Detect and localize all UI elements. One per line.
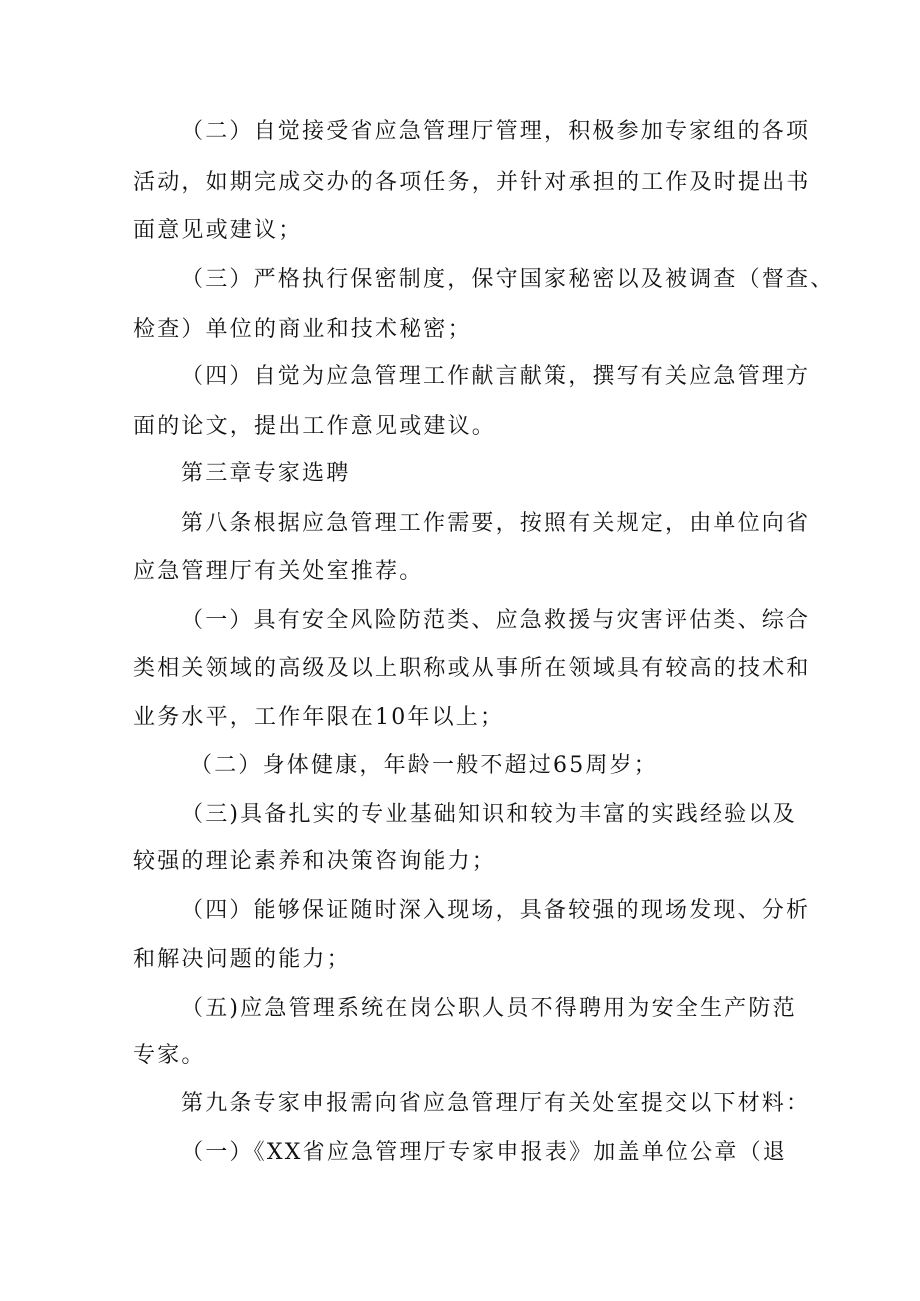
requirement-5-line-1: （五)应急管理系统在岗公职人员不得聘用为安全生产防范 bbox=[181, 996, 797, 1021]
chapter-3-heading: 第三章专家选聘 bbox=[181, 461, 351, 486]
clause-2-line-3: 面意见或建议； bbox=[133, 218, 303, 243]
requirement-1-line-1: （一）具有安全风险防范类、应急救援与灾害评估类、综合 bbox=[181, 608, 811, 633]
requirement-1-line-2: 类相关领域的高级及以上职称或从事所在领域具有较高的技术和 bbox=[133, 656, 811, 681]
requirement-3-line-1: （三)具备扎实的专业基础知识和较为丰富的实践经验以及 bbox=[181, 802, 797, 827]
requirement-2: （二）身体健康，年龄一般不超过65周岁； bbox=[190, 753, 658, 778]
requirement-3-line-2: 较强的理论素养和决策咨询能力； bbox=[133, 849, 497, 874]
requirement-5-line-2: 专家。 bbox=[133, 1043, 206, 1068]
requirement-4-line-1: （四）能够保证随时深入现场，具备较强的现场发现、分析 bbox=[181, 898, 811, 923]
clause-3-line-2: 检查）单位的商业和技术秘密； bbox=[133, 317, 472, 342]
article-9-line-1: 第九条专家申报需向省应急管理厅有关处室提交以下材料： bbox=[181, 1091, 811, 1116]
clause-4-line-2: 面的论文，提出工作意见或建议。 bbox=[133, 414, 497, 439]
article-8-line-2: 应急管理厅有关处室推荐。 bbox=[133, 559, 424, 584]
requirement-1-line-3: 业务水平，工作年限在10年以上； bbox=[133, 705, 505, 730]
material-1-line-1: （一）《XX省应急管理厅专家申报表》加盖单位公章（退 bbox=[181, 1140, 787, 1165]
article-8-line-1: 第八条根据应急管理工作需要，按照有关规定，由单位向省 bbox=[181, 511, 811, 536]
clause-2-line-2: 活动，如期完成交办的各项任务，并针对承担的工作及时提出书 bbox=[133, 170, 811, 195]
clause-3-line-1: （三）严格执行保密制度，保守国家秘密以及被调查（督查、 bbox=[181, 267, 835, 292]
clause-4-line-1: （四）自觉为应急管理工作献言献策，撰写有关应急管理方 bbox=[181, 364, 811, 389]
clause-2-line-1: （二）自觉接受省应急管理厅管理，积极参加专家组的各项 bbox=[181, 119, 811, 144]
requirement-4-line-2: 和解决问题的能力； bbox=[133, 947, 351, 972]
